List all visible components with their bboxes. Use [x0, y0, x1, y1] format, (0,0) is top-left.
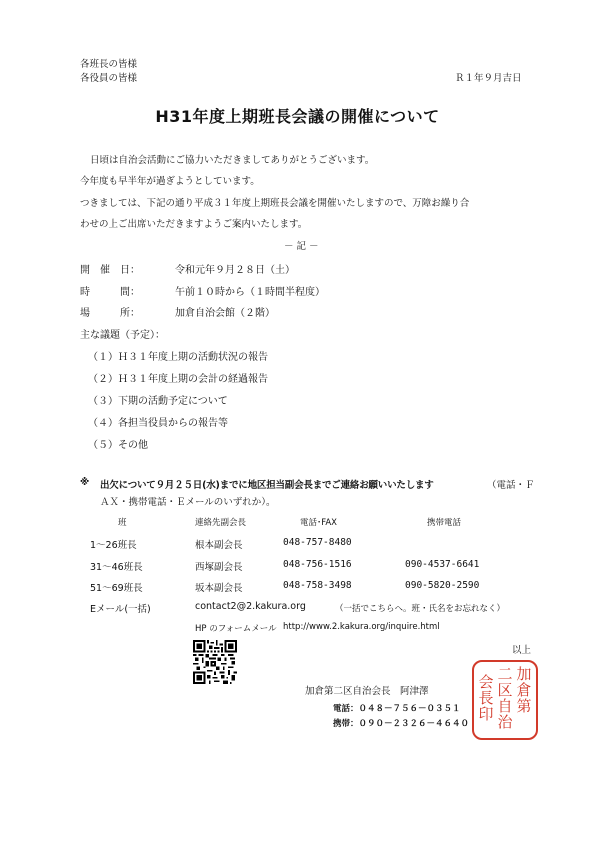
- seal-col-1: 加 倉 第: [516, 665, 532, 715]
- qr-code[interactable]: [193, 640, 237, 684]
- issue-date: Ｒ１年９月吉日: [455, 73, 522, 84]
- table-header-phone: 電話･FAX: [300, 518, 337, 528]
- table-cell-group: 1～26班長: [90, 540, 137, 551]
- table-header-contact: 連絡先副会長: [195, 518, 247, 528]
- agenda-item: （３）下期の活動予定について: [88, 396, 228, 407]
- closing-text: 以上: [512, 645, 532, 656]
- hp-label: HP のフォームメール: [195, 624, 277, 634]
- table-cell-phone: 048-757-8480: [283, 537, 352, 548]
- notice-mark: ※: [80, 477, 90, 488]
- table-header-mobile: 携帯電話: [427, 518, 462, 528]
- addressee-leaders: 各班長の皆様: [80, 59, 138, 70]
- agenda-item: （１）Ｈ３１年度上期の活動状況の報告: [88, 352, 268, 363]
- intro-line-3: つきましては、下記の通り平成３１年度上期班長会議を開催いたしますので、万障お繰り合: [80, 198, 470, 209]
- detail-date-value: 令和元年９月２８日（土）: [175, 265, 295, 276]
- intro-line-4: わせの上ご出席いただきますようご案内いたします。: [80, 219, 308, 230]
- email-note: （一括でこちらへ。班・氏名をお忘れなく）: [335, 604, 506, 614]
- table-header-group: 班: [118, 518, 127, 528]
- seal-col-3: 会 長 印: [478, 673, 494, 723]
- seal-col-2: 二 区 自 治: [497, 665, 513, 731]
- agenda-item: （５）その他: [88, 440, 148, 451]
- email-link[interactable]: contact2@2.kakura.org: [195, 601, 306, 612]
- intro-line-2: 今年度も早半年が過ぎようとしています。: [80, 176, 260, 187]
- seal-stamp: [472, 660, 538, 740]
- signature-org: 加倉第二区自治会長 阿津澤: [305, 686, 429, 697]
- agenda-item: （２）Ｈ３１年度上期の会計の経過報告: [88, 374, 268, 385]
- table-cell-mobile: 090-4537-6641: [405, 559, 480, 570]
- table-cell-phone: 048-758-3498: [283, 580, 352, 591]
- notice-line-1-tail: （電話・Ｆ: [487, 480, 535, 491]
- detail-date-label: 開 催 日：: [80, 265, 140, 276]
- detail-place-value: 加倉自治会館（２階）: [175, 308, 275, 319]
- signature-phone: 電話：０４８－７５６－０３５１: [333, 704, 461, 714]
- signature-mobile: 携帯：０９０－２３２６－４６４０: [333, 719, 470, 729]
- addressee-officers: 各役員の皆様: [80, 73, 138, 84]
- detail-place-label: 場 所：: [80, 308, 140, 319]
- email-label: Eメール(一括): [90, 604, 151, 615]
- table-cell-mobile: 090-5820-2590: [405, 580, 480, 591]
- table-cell-contact: 坂本副会長: [195, 583, 243, 594]
- notice-line-2: ＡＸ・携帯電話・Ｅメールのいずれか）。: [100, 497, 276, 508]
- agenda-item: （４）各担当役員からの報告等: [88, 418, 228, 429]
- hp-link[interactable]: http://www.2.kakura.org/inquire.html: [283, 622, 440, 632]
- agenda-heading: 主な議題（予定）：: [80, 330, 165, 341]
- table-cell-contact: 根本副会長: [195, 540, 243, 551]
- table-cell-group: 51～69班長: [90, 583, 143, 594]
- intro-line-1: 日頃は自治会活動にご協力いただきましてありがとうございます。: [90, 155, 375, 166]
- table-cell-contact: 西塚副会長: [195, 562, 243, 573]
- detail-time-value: 午前１０時から（１時間半程度）: [175, 287, 325, 298]
- detail-time-label: 時 間：: [80, 287, 140, 298]
- page-title: H31年度上期班長会議の開催について: [155, 107, 440, 126]
- table-cell-group: 31～46班長: [90, 562, 143, 573]
- table-cell-phone: 048-756-1516: [283, 559, 352, 570]
- notice-line-1: 出欠について９月２５日(水)までに地区担当副会長までご連絡お願いいたします: [100, 480, 434, 491]
- ki-heading: － 記 －: [284, 241, 319, 252]
